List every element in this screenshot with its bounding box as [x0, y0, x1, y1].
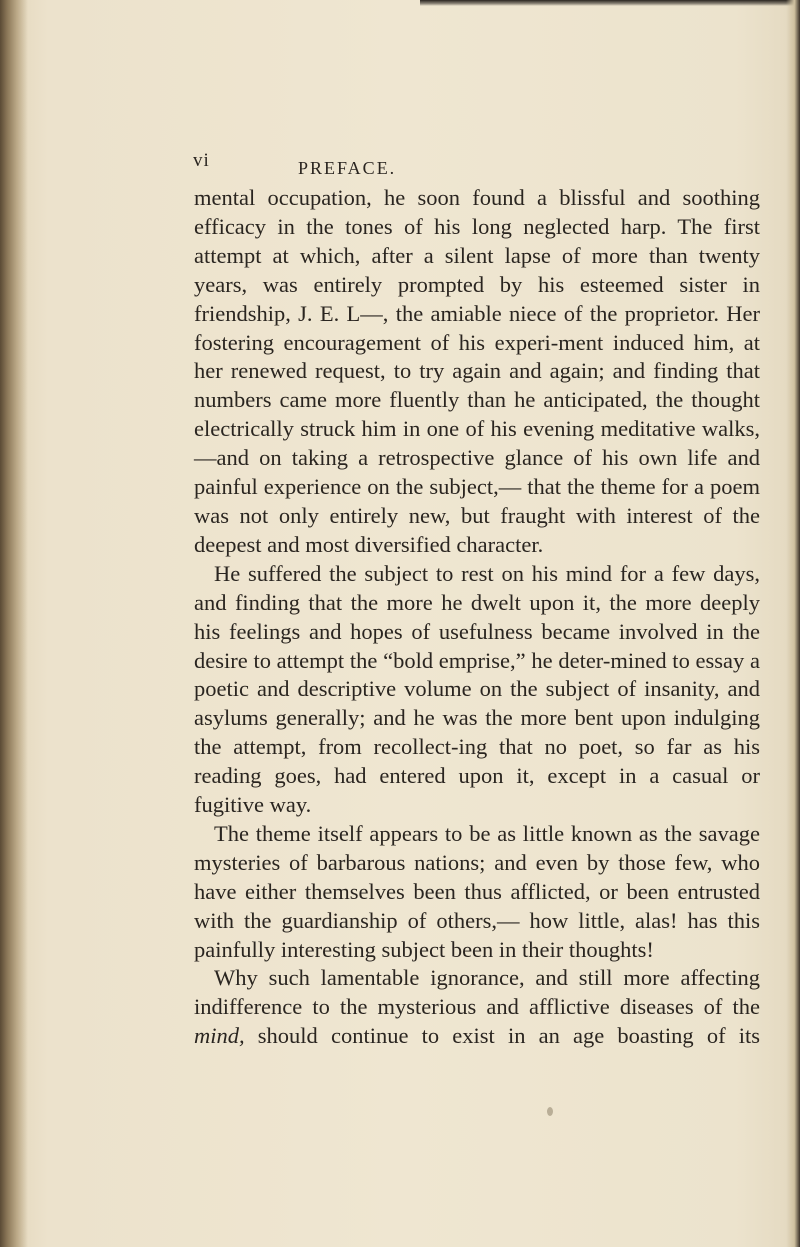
paper-speck — [547, 1107, 553, 1116]
body-text — [194, 184, 760, 1051]
paragraph-4-text-end: should continue to exist in an age boasting of its — [244, 1023, 760, 1049]
running-head: PREFACE. — [298, 158, 397, 178]
book-binding-edge — [0, 0, 28, 1247]
paragraph-4 — [194, 964, 760, 1051]
paragraph-1: mental occupation, he soon found a blissful and soothing efficacy in the tones of his long neglected harp. The first attempt at which, after a silent lapse of more than twenty years, was entirely prompted by his esteemed sister in friendship, J. E. L—, the amiable niece of the proprietor. Her fostering encouragement of his experi-ment induced him, at her renewed request, to try again and again; and finding that numbers came more fluently than he anticipated, the thought electrically struck him in one of his evening meditative walks,—and on taking a retrospective glance of his own life and painful experience on the subject,— that the theme for a poem was not only entirely new, but fraught with interest of the deepest and most diversified character. — [194, 185, 760, 557]
paragraph-4-text: Why such lamentable ignorance, and still more affecting indifference to the mysterious and afflictive diseases of the — [194, 965, 760, 1020]
page-top-edge-shadow — [420, 0, 800, 6]
page-right-edge — [786, 0, 800, 1247]
page-number: vi — [193, 150, 210, 171]
paragraph-2: He suffered the subject to rest on his mind for a few days, and finding that the more he dwelt upon it, the more deeply his feelings and hopes of usefulness became involved in the desire to attempt the “bold emprise,” he deter-mined to essay a poetic and descriptive volume on the subject of insanity, and asylums generally; and he was the more bent upon indulging the attempt, from recollect-ing that no poet, so far as his reading goes, had entered upon it, except in a casual or fugitive way. — [194, 560, 760, 818]
paragraph-3: The theme itself appears to be as little known as the savage mysteries of barbarous nations; and even by those few, who have either themselves been thus afflicted, or been entrusted with the guardianship of others,— how little, alas! has this painfully interesting subject been in their thoughts! — [194, 820, 760, 962]
paragraph-4-italic-word: mind, — [194, 1023, 245, 1049]
